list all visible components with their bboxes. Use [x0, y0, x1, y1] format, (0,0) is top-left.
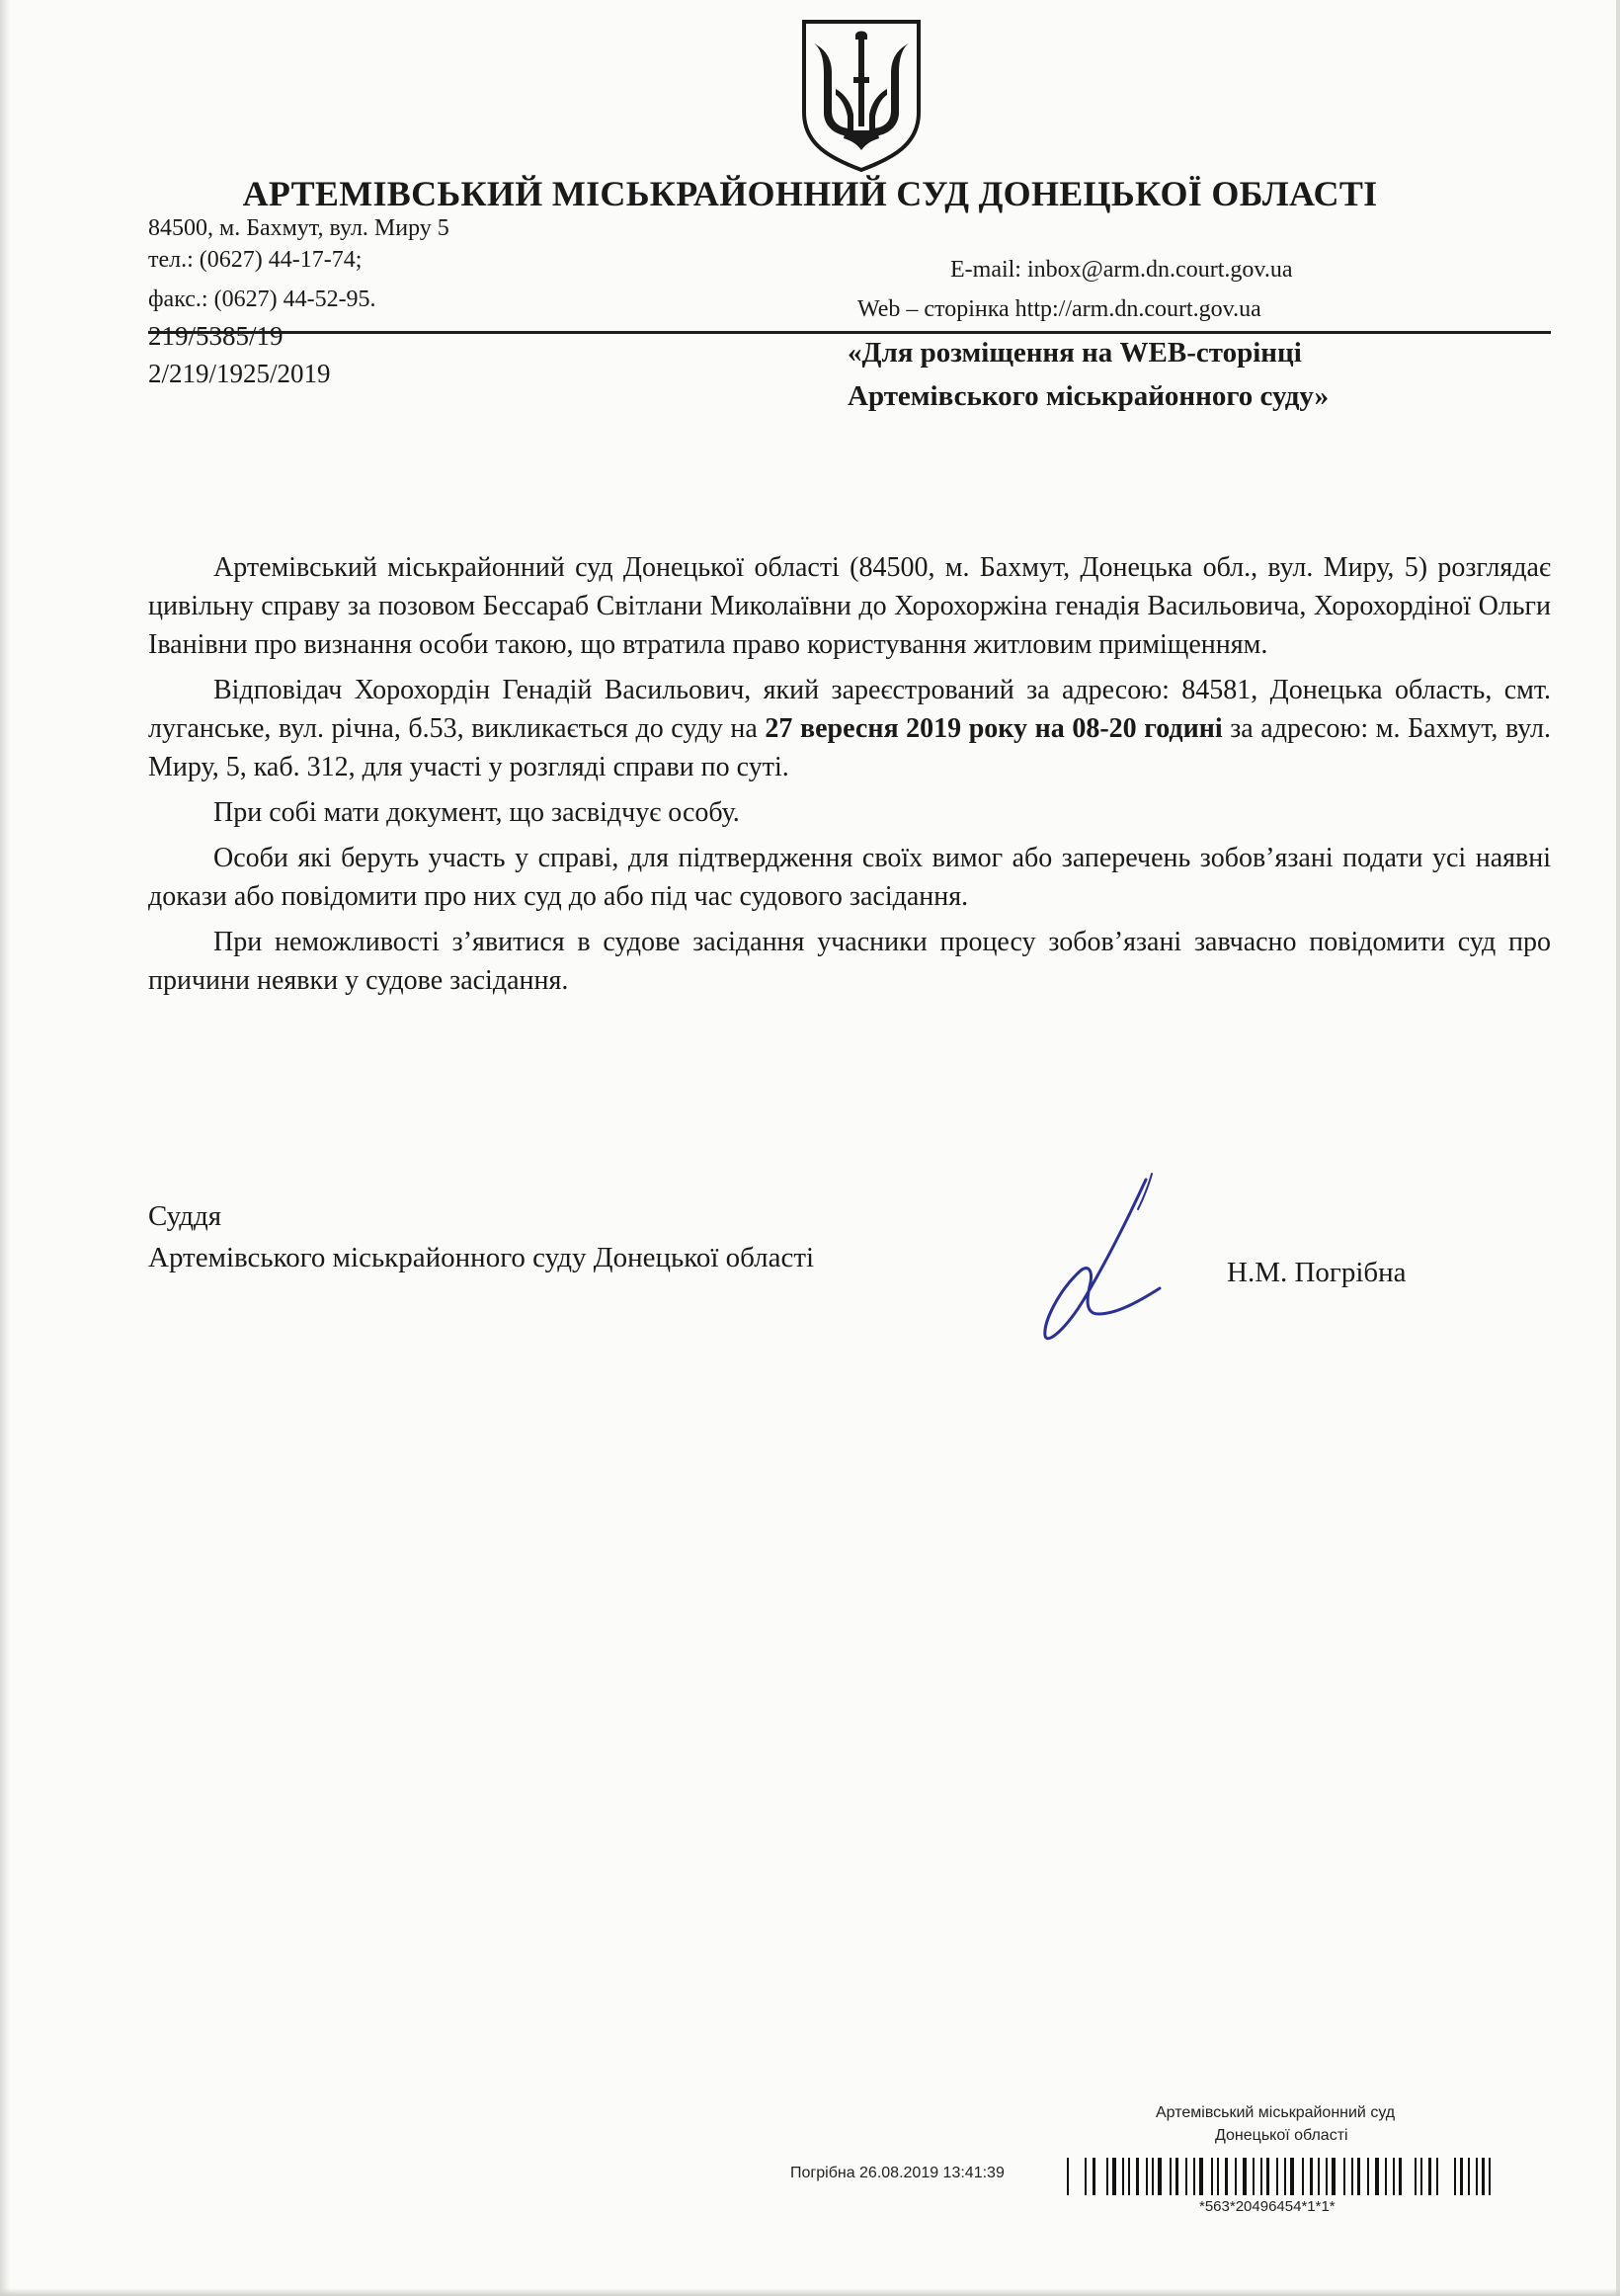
handwritten-signature — [1027, 1166, 1185, 1363]
footer-court-name: Артемівський міськрайонний суд — [1156, 2104, 1396, 2121]
signer-name: Н.М. Погрібна — [1227, 1257, 1407, 1288]
paragraph-evidence: Особи які беруть участь у справі, для підтвердження своїх вимог або заперечень зобов’язані подати усі наявні докази або повідомити про них суд до або під час судового засідання. — [148, 843, 1551, 912]
barcode-icon — [1067, 2158, 1492, 2195]
scan-edge — [0, 0, 10, 2296]
court-website: Web – сторінка http://arm.dn.court.gov.ua — [857, 296, 1261, 322]
barcode-number: *563*20496454*1*1* — [1199, 2198, 1336, 2215]
web-publication-note — [848, 331, 1329, 418]
court-address: 84500, м. Бахмут, вул. Миру 5 — [148, 215, 449, 241]
signer-court: Артемівського міськрайонного суду Донецької області — [148, 1242, 815, 1273]
court-title: АРТЕМІВСЬКИЙ МІСЬКРАЙОННИЙ СУД ДОНЕЦЬКОЇ ОБЛАСТІ — [242, 174, 1378, 213]
web-note-line: «Для розміщення на WEB-сторінці — [848, 337, 1302, 369]
court-phone: тел.: (0627) 44-17-74; — [148, 247, 363, 273]
footer-court-region: Донецької області — [1215, 2127, 1348, 2144]
court-email: E-mail: inbox@arm.dn.court.gov.ua — [950, 257, 1293, 283]
paragraph-identity-document: При собі мати документ, що засвідчує особу. — [213, 797, 740, 828]
scan-edge — [0, 2288, 1620, 2296]
hearing-datetime: 27 вересня 2019 року на 08-20 годині — [765, 713, 1223, 744]
paragraph-absence: При неможливості з’явитися в судове засідання учасники процесу зобов’язані завчасно повідомити суд про причини неявки у судове засідання. — [148, 927, 1551, 996]
web-note-line: Артемівського міськрайонного суду» — [848, 380, 1330, 412]
summons-text: Відповідач Хорохордін Генадій Васильович, який зареєстрований за адресою: 84581, Донецька область, смт. луганське, вул. річна, б.53, викликається до суду на — [148, 675, 1551, 744]
case-number: 219/5385/19 — [148, 321, 284, 351]
notice-body — [148, 548, 1551, 1007]
trident-emblem-icon — [798, 18, 925, 172]
court-fax: факс.: (0627) 44-52-95. — [148, 287, 376, 312]
paragraph-summons — [148, 671, 1551, 786]
signer-title: Суддя — [148, 1200, 222, 1232]
proceeding-number: 2/219/1925/2019 — [148, 359, 331, 388]
paragraph-case-description: Артемівський міськрайонний суд Донецької області (84500, м. Бахмут, Донецька обл., вул. Миру, 5) розглядає цивільну справу за позовом Бессараб Світлани Миколаївни до Хорохоржіна генадія Васильовича, Хорохордіної Ольги Іванівни про визнання особи такою, що втратила право користування житловим приміщенням. — [148, 552, 1551, 660]
summons-address: за адресою: м. Бахмут, вул. Миру, 5, каб. 312, для участі у розгляді справи по суті. — [148, 713, 1552, 782]
e-signature-stamp: Погрібна 26.08.2019 13:41:39 — [790, 2165, 1005, 2181]
scan-edge — [1616, 0, 1620, 2296]
